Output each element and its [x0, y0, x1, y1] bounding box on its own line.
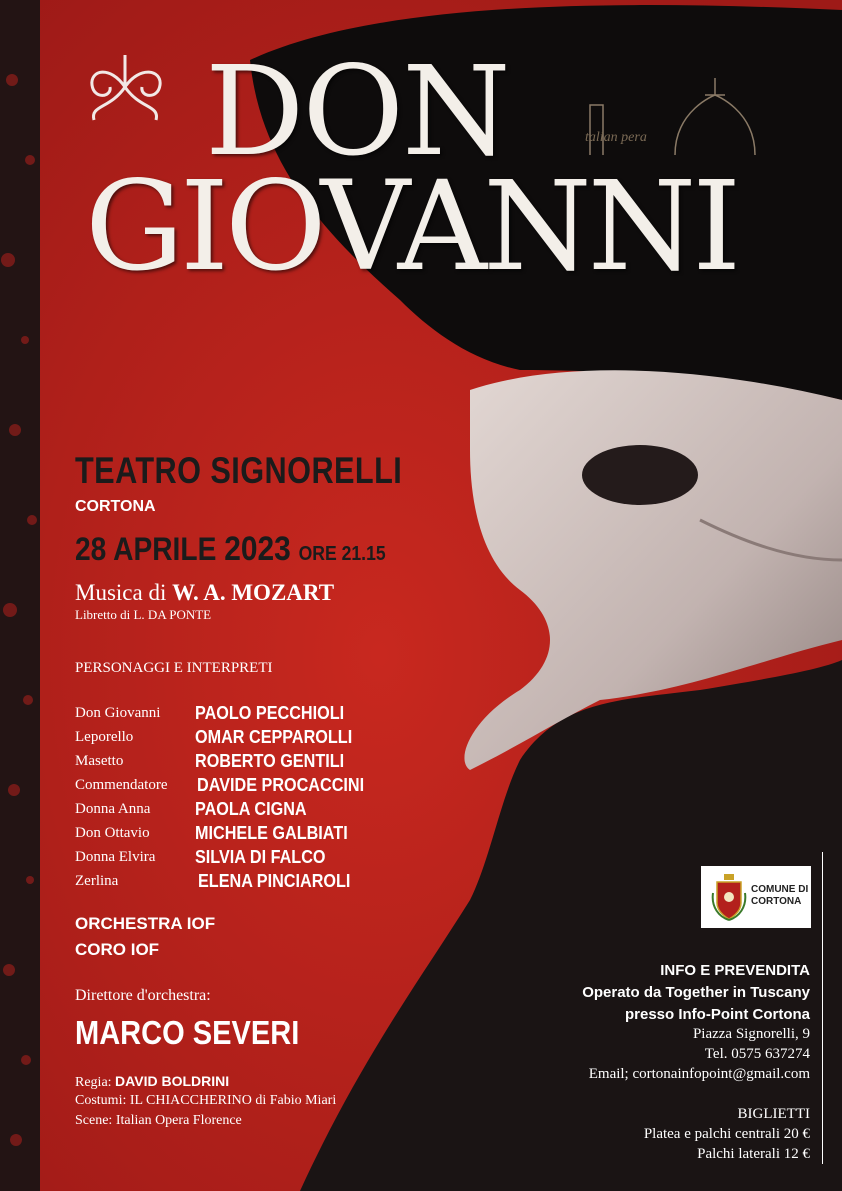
costumi-value: IL CHIACCHERINO di Fabio Miari — [129, 1093, 337, 1108]
coat-of-arms-icon — [711, 873, 747, 921]
cast-performer: ROBERTO GENTILI — [195, 751, 345, 771]
conductor-name: MARCO SEVERI — [75, 1014, 300, 1051]
cast-performer: DAVIDE PROCACCINI — [197, 775, 365, 795]
cast-role: Zerlina — [75, 873, 119, 889]
comune-label — [751, 884, 808, 908]
comune-di-cortona-badge — [701, 866, 811, 928]
costumi-label: Costumi: — [75, 1093, 127, 1108]
comune-line-1: COMUNE DI — [751, 884, 809, 895]
cast-role: Don Ottavio — [75, 825, 150, 841]
info-email[interactable]: Email; cortonainfopoint@gmail.com — [588, 1066, 810, 1082]
info-operator: Operato da Together in Tuscany — [582, 984, 810, 1001]
date-time: ORE 21.15 — [298, 543, 386, 565]
orchestra: ORCHESTRA IOF — [75, 914, 216, 933]
ticket-price-lateral: Palchi laterali 12 € — [697, 1146, 810, 1162]
scene-credit: Scene: Italian Opera Florence — [75, 1113, 242, 1128]
cast-performer: MICHELE GALBIATI — [195, 823, 348, 843]
logo-text: talian pera — [585, 130, 647, 145]
venue-name: TEATRO SIGNORELLI — [75, 450, 403, 491]
regia-credit — [75, 1073, 229, 1091]
cast-performer: OMAR CEPPAROLLI — [195, 727, 353, 747]
ornament-flourish-icon — [80, 45, 170, 130]
info-location: presso Info-Point Cortona — [625, 1006, 810, 1023]
cast-performer: ELENA PINCIAROLI — [198, 871, 351, 891]
title-line-1: DON — [205, 40, 509, 184]
regia-label: Regia: — [75, 1075, 112, 1090]
libretto-credit: Libretto di L. DA PONTE — [75, 607, 212, 622]
cast-performer: PAOLA CIGNA — [195, 799, 307, 819]
cast-role: Commendatore — [75, 777, 168, 793]
choir: CORO IOF — [75, 940, 160, 959]
composer: W. A. MOZART — [172, 580, 335, 605]
cast-performer: PAOLO PECCHIOLI — [195, 703, 345, 723]
comune-line-2: CORTONA — [751, 896, 802, 907]
date-day-month: 28 APRILE — [75, 531, 217, 567]
regia-value: DAVID BOLDRINI — [115, 1073, 230, 1089]
costumi-credit — [75, 1093, 336, 1109]
music-credit — [75, 580, 334, 606]
title-line-2: GIOVANNI — [85, 155, 738, 299]
ticket-price-central: Platea e palchi centrali 20 € — [643, 1126, 810, 1142]
divider-line — [822, 852, 823, 1164]
conductor-label: Direttore d'orchestra: — [75, 987, 211, 1004]
italian-opera-florence-logo — [585, 70, 815, 165]
event-date — [75, 530, 386, 569]
venue-city: CORTONA — [75, 498, 156, 515]
info-heading: INFO E PREVENDITA — [660, 962, 810, 979]
cast-performer: SILVIA DI FALCO — [195, 847, 326, 867]
cast-role: Donna Elvira — [75, 849, 156, 865]
info-address: Piazza Signorelli, 9 — [692, 1026, 810, 1042]
dome-skyline-icon — [585, 70, 815, 160]
date-year: 2023 — [224, 530, 291, 568]
info-phone: Tel. 0575 637274 — [704, 1046, 810, 1062]
cast-heading: PERSONAGGI E INTERPRETI — [75, 660, 273, 676]
cast-role: Leporello — [75, 729, 134, 745]
cast-role: Donna Anna — [75, 801, 151, 817]
cast-role: Masetto — [75, 753, 124, 769]
music-prefix: Musica di — [75, 580, 167, 605]
cast-role: Don Giovanni — [75, 705, 161, 721]
tickets-heading: BIGLIETTI — [737, 1106, 810, 1122]
